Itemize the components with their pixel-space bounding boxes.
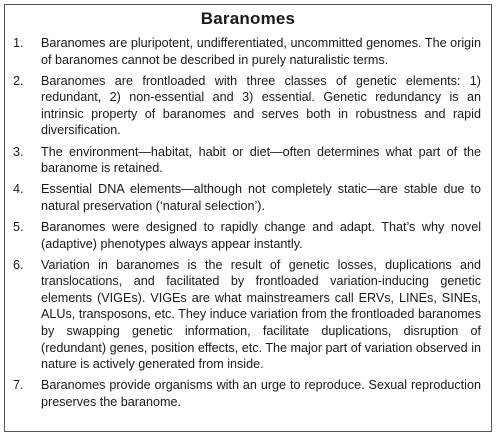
item-number: 5.: [13, 219, 24, 234]
item-text: Baranomes provide organisms with an urge to reproduce. Sexual reproduction preserves the baranome.: [41, 378, 481, 409]
item-number: 4.: [13, 182, 24, 197]
list-item: [13, 35, 481, 68]
numbered-list: [5, 35, 491, 410]
list-item: [13, 377, 481, 410]
item-number: 7.: [13, 378, 24, 393]
document-title: Baranomes: [200, 9, 296, 28]
list-item: [13, 219, 481, 252]
item-text: Baranomes were designed to rapidly change and adapt. That’s why novel (adaptive) phenotypes always appear instantly.: [41, 219, 481, 251]
item-text: The environment—habitat, habit or diet—often determines what part of the baranome is retained.: [41, 144, 481, 176]
item-text: Baranomes are frontloaded with three classes of genetic elements: 1) redundant, 2) non-essential and 3) essential. Genetic redundancy is an intrinsic property of baranomes and serves both in robustness and rapid diversification.: [41, 73, 481, 138]
list-item: [13, 181, 481, 214]
list-item: [13, 144, 481, 177]
item-text: Essential DNA elements—although not completely static—are stable due to natural preservation (‘natural selection’).: [41, 182, 481, 213]
item-number: 2.: [13, 73, 24, 88]
item-number: 6.: [13, 257, 24, 272]
list-item: [13, 73, 481, 139]
item-number: 3.: [13, 144, 24, 159]
item-number: 1.: [13, 36, 24, 50]
item-text: Baranomes are pluripotent, undifferentiated, uncommitted genomes. The origin of baranomes cannot be described in purely naturalistic terms.: [41, 36, 481, 67]
document-box: [4, 4, 492, 432]
list-item: [13, 257, 481, 373]
item-text: Variation in baranomes is the result of genetic losses, duplications and translocations, and facilitated by frontloaded variation-inducing genetic elements (VIGEs). VIGEs are what mainstreamers call ERVs, LINEs, SINEs, ALUs, transposons, etc. They induce variation from the frontloaded baranomes by swapping genetic information, facilitate duplications, disruption of (redundant) genes, position effects, etc. The major part of variation observed in nature is actively generated from inside.: [41, 257, 481, 372]
